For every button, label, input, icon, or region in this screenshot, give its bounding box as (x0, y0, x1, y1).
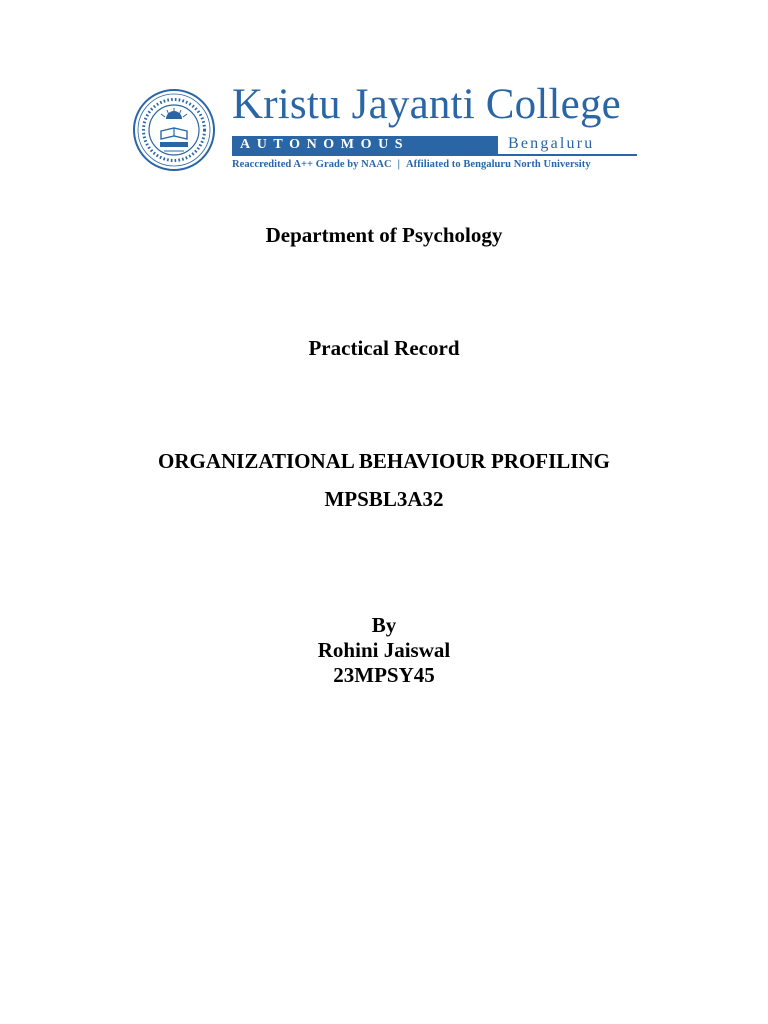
college-wordmark (232, 81, 637, 174)
by-label: By (371, 613, 397, 637)
register-number: 23MPSY45 (333, 663, 435, 687)
band-rule (232, 154, 637, 156)
accreditation-text: Reaccredited A++ Grade by NAAC (232, 159, 392, 170)
college-logo (131, 81, 637, 174)
city-label: Bengaluru (508, 135, 595, 152)
college-seal-icon (131, 88, 217, 172)
department-heading: Department of Psychology (265, 223, 503, 247)
affiliation-text: Affiliated to Bengaluru North University (406, 159, 591, 170)
autonomous-band (232, 136, 637, 154)
course-code: MPSBL3A32 (324, 487, 444, 511)
accreditation-line (232, 158, 637, 172)
student-name: Rohini Jaiswal (317, 638, 451, 662)
course-title: ORGANIZATIONAL BEHAVIOUR PROFILING (158, 449, 610, 473)
accreditation-separator: | (397, 159, 401, 170)
record-type-heading: Practical Record (308, 336, 460, 360)
college-name: Kristu Jayanti College (232, 81, 621, 128)
autonomous-label: AUTONOMOUS (240, 137, 410, 152)
